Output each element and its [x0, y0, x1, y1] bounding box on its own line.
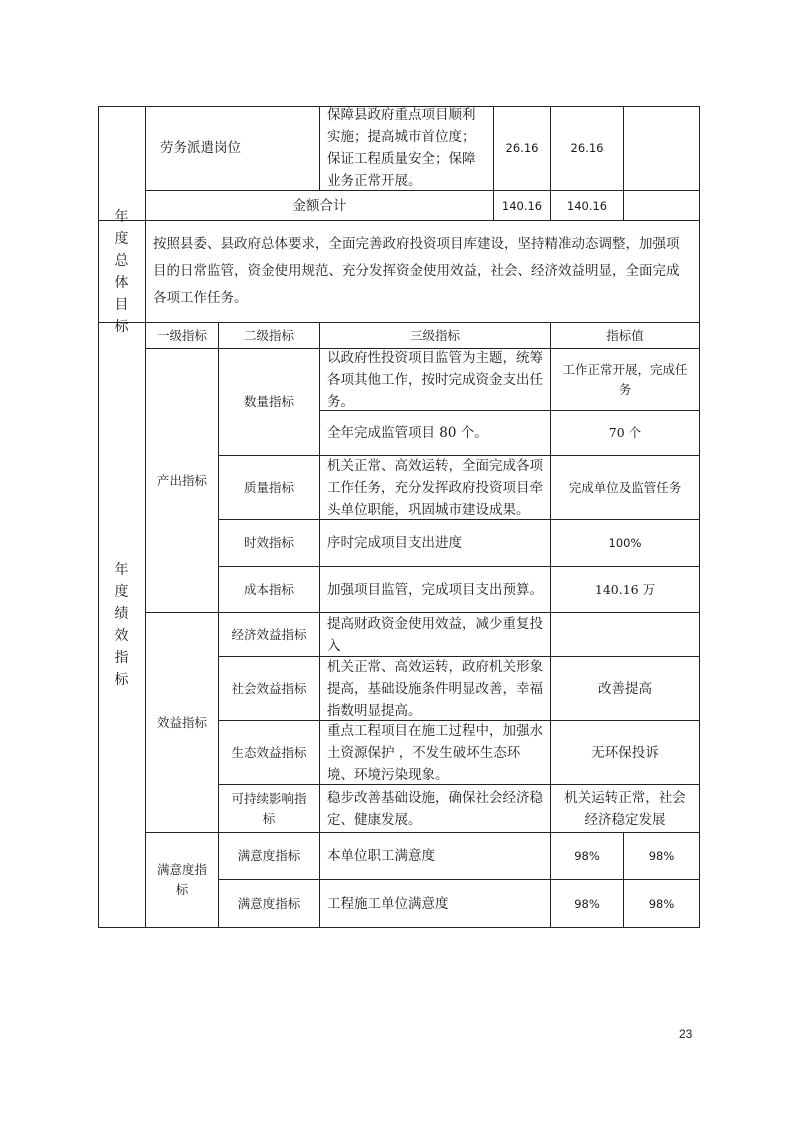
level2-quality: 质量指标: [219, 456, 320, 520]
total-amount-cell: 140.16: [551, 191, 624, 221]
annual-goal-label: 年度总体目标: [98, 221, 146, 323]
item-name-labor-dispatch: 劳务派遣岗位: [146, 106, 320, 191]
group-benefit: 效益指标: [146, 613, 219, 833]
total-amount-cell: 140.16: [494, 191, 551, 221]
value-cell: 70 个: [551, 411, 700, 456]
value-cell: [551, 613, 700, 657]
level3-cell: 机关正常、高效运转，政府机关形象提高，基础设施条件明显改善，幸福指数明显提高。: [320, 657, 551, 721]
group-output: 产出指标: [146, 349, 219, 613]
value-cell: 98%: [551, 833, 624, 880]
level2-sustainable: 可持续影响指标: [219, 785, 320, 833]
left-blank-cell: [98, 106, 146, 221]
level3-cell: 工程施工单位满意度: [320, 880, 551, 928]
level2-satisfaction: 满意度指标: [219, 880, 320, 928]
level3-cell: 全年完成监管项目 80 个。: [320, 411, 551, 456]
level3-cell: 本单位职工满意度: [320, 833, 551, 880]
value-cell: 100%: [551, 520, 700, 567]
value-cell: 无环保投诉: [551, 721, 700, 785]
header-value: 指标值: [551, 323, 700, 349]
amount-cell: 26.16: [551, 106, 624, 191]
performance-label: 年度绩效指标: [98, 323, 146, 928]
value-cell: 140.16 万: [551, 567, 700, 613]
annual-goal-text: 按照县委、县政府总体要求，全面完善政府投资项目库建设，坚持精准动态调整，加强项目的日常监管，资金使用规范、充分发挥资金使用效益，社会、经济效益明显，全面完成各项工作任务。: [146, 221, 700, 323]
level2-social: 社会效益指标: [219, 657, 320, 721]
group-satisfaction: 满意度指标: [146, 833, 219, 928]
level2-quantity: 数量指标: [219, 349, 320, 456]
value-cell: 98%: [624, 833, 700, 880]
level3-cell: 以政府性投资项目监管为主题，统筹各项其他工作，按时完成资金支出任务。: [320, 349, 551, 411]
amount-cell: 26.16: [494, 106, 551, 191]
value-cell: 工作正常开展，完成任务: [551, 349, 700, 411]
level3-cell: 重点工程项目在施工过程中，加强水土资源保护 ，不发生破坏生态环境、环境污染现象。: [320, 721, 551, 785]
level3-cell: 机关正常、高效运转，全面完成各项工作任务，充分发挥政府投资项目牵头单位职能，巩固城市建设成果。: [320, 456, 551, 520]
level2-timeliness: 时效指标: [219, 520, 320, 567]
header-level3: 三级指标: [320, 323, 551, 349]
amount-cell: [624, 106, 700, 191]
total-amount-label: 金额合计: [146, 191, 494, 221]
level2-economic: 经济效益指标: [219, 613, 320, 657]
level3-cell: 提高财政资金使用效益，减少重复投入: [320, 613, 551, 657]
level3-cell: 加强项目监管，完成项目支出预算。: [320, 567, 551, 613]
total-amount-cell: [624, 191, 700, 221]
page-number: 23: [679, 1027, 693, 1041]
value-cell: 98%: [551, 880, 624, 928]
header-level1: 一级指标: [146, 323, 219, 349]
level2-cost: 成本指标: [219, 567, 320, 613]
value-cell: 改善提高: [551, 657, 700, 721]
level2-satisfaction: 满意度指标: [219, 833, 320, 880]
level3-cell: 序时完成项目支出进度: [320, 520, 551, 567]
value-cell: 完成单位及监管任务: [551, 456, 700, 520]
value-cell: 98%: [624, 880, 700, 928]
item-content-labor-dispatch: 保障县政府重点项目顺利实施；提高城市首位度；保证工程质量安全；保障业务正常开展。: [320, 106, 494, 191]
header-level2: 二级指标: [219, 323, 320, 349]
level3-cell: 稳步改善基础设施，确保社会经济稳定、健康发展。: [320, 785, 551, 833]
budget-performance-table: [98, 106, 700, 928]
level2-ecological: 生态效益指标: [219, 721, 320, 785]
value-cell: 机关运转正常，社会经济稳定发展: [551, 785, 700, 833]
